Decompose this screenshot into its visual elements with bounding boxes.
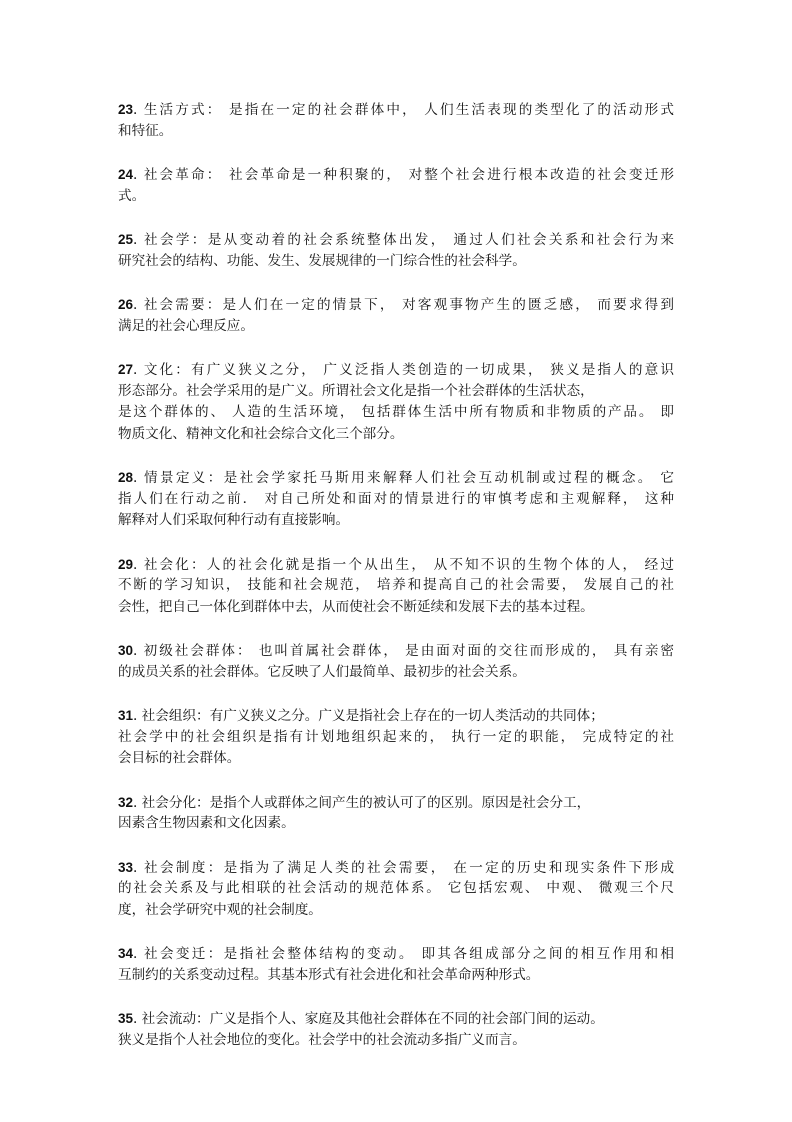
- entry-line: 会性，把自己一体化到群体中去，从而使社会不断延续和发展下去的基本过程。: [118, 598, 594, 615]
- entry-line: 的社会关系及与此相联的社会活动的规范体系。 它包括宏观、 中观、 微观三个尺: [118, 880, 674, 896]
- entry-number: 24: [118, 167, 134, 182]
- entry-line: 因素含生物因素和文化因素。: [118, 815, 295, 831]
- entry-line: 满足的社会心理反应。: [118, 317, 254, 334]
- entry-line: 32. 社会分化：是指个人或群体之间产生的被认可了的区别。原因是社会分工，: [118, 794, 591, 811]
- entry-line: 指人们在行动之前． 对自己所处和面对的情景进行的审慎考虑和主观解释， 这种: [118, 490, 674, 507]
- entry-line: 25. 社会学：是从变动着的社会系统整体出发， 通过人们社会关系和社会行为来: [118, 232, 674, 248]
- entry-line: 式。: [118, 187, 146, 204]
- entry-line: 物质文化、精神文化和社会综合文化三个部分。: [118, 425, 404, 442]
- entry-24: [118, 164, 674, 207]
- entry-line: 会目标的社会群体。: [118, 750, 241, 766]
- entry-number: 29: [118, 556, 134, 572]
- entry-line: 互制约的关系变动过程。其基本形式有社会进化和社会革命两种形式。: [118, 966, 540, 983]
- entry-number: 31: [118, 708, 134, 723]
- entry-25: [118, 229, 674, 272]
- entry-29: [118, 554, 674, 619]
- entry-number: 33: [118, 859, 134, 875]
- document-page: [118, 99, 674, 1073]
- entry-number: 25: [118, 232, 134, 247]
- entry-32: [118, 792, 674, 835]
- entry-number: 34: [118, 946, 134, 961]
- entry-line: 24. 社会革命： 社会革命是一种积聚的， 对整个社会进行根本改造的社会变迁形: [118, 167, 674, 183]
- entry-line: 27. 文化：有广义狭义之分， 广义泛指人类创造的一切成果， 狭义是指人的意识: [118, 362, 674, 378]
- entry-line: 解释对人们采取何种行动有直接影响。: [118, 512, 350, 528]
- entry-line: 33. 社会制度：是指为了满足人类的社会需要， 在一定的历史和现实条件下形成: [118, 859, 674, 876]
- entry-line: 是这个群体的、 人造的生活环境， 包括群体生活中所有物质和非物质的产品。 即: [118, 404, 674, 420]
- entry-number: 28: [118, 470, 134, 485]
- entry-number: 27: [118, 362, 134, 377]
- entry-line: 不断的学习知识， 技能和社会规范， 培养和提高自己的社会需要， 发展自己的社: [118, 577, 674, 593]
- entry-number: 35: [118, 1011, 134, 1026]
- entry-line: 的成员关系的社会群体。它反映了人们最简单、最初步的社会关系。: [118, 663, 526, 680]
- entry-number: 32: [118, 794, 134, 810]
- entry-line: 23. 生活方式： 是指在一定的社会群体中， 人们生活表现的类型化了的活动形式: [118, 102, 674, 118]
- entry-34: [118, 943, 674, 986]
- entry-number: 23: [118, 102, 134, 117]
- entry-line: 29. 社会化：人的社会化就是指一个从出生， 从不知不识的生物个体的人， 经过: [118, 556, 674, 573]
- entry-line: 35. 社会流动：广义是指个人、家庭及其他社会群体在不同的社会部门间的运动。: [118, 1011, 604, 1027]
- entry-28: [118, 467, 674, 532]
- entry-26: [118, 294, 674, 337]
- entry-line: 研究社会的结构、功能、发生、发展规律的一门综合性的社会科学。: [118, 252, 526, 269]
- entry-number: 30: [118, 643, 134, 658]
- entry-35: [118, 1008, 674, 1051]
- entry-line: 和特征。: [118, 122, 173, 139]
- entry-line: 28. 情景定义：是社会学家托马斯用来解释人们社会互动机制或过程的概念。 它: [118, 470, 674, 486]
- entry-line: 30. 初级社会群体： 也叫首属社会群体， 是由面对面的交往而形成的， 具有亲密: [118, 643, 674, 659]
- entry-line: 26. 社会需要：是人们在一定的情景下， 对客观事物产生的匮乏感， 而要求得到: [118, 297, 674, 313]
- entry-line: 狭义是指个人社会地位的变化。社会学中的社会流动多指广义而言。: [118, 1031, 526, 1048]
- entry-number: 26: [118, 297, 134, 312]
- entry-30: [118, 640, 674, 683]
- entry-line: 社会学中的社会组织是指有计划地组织起来的， 执行一定的职能， 完成特定的社: [118, 728, 674, 745]
- entry-27: [118, 359, 674, 445]
- entry-line: 31. 社会组织：有广义狭义之分。广义是指社会上存在的一切人类活动的共同体；: [118, 708, 604, 724]
- entry-33: [118, 857, 674, 922]
- entry-line: 34. 社会变迁：是指社会整体结构的变动。 即其各组成部分之间的相互作用和相: [118, 946, 674, 962]
- entry-31: [118, 705, 674, 770]
- entry-line: 形态部分。社会学采用的是广义。所谓社会文化是指一个社会群体的生活状态，: [118, 382, 594, 399]
- entry-23: [118, 99, 674, 142]
- entry-line: 度，社会学研究中观的社会制度。: [118, 901, 322, 918]
